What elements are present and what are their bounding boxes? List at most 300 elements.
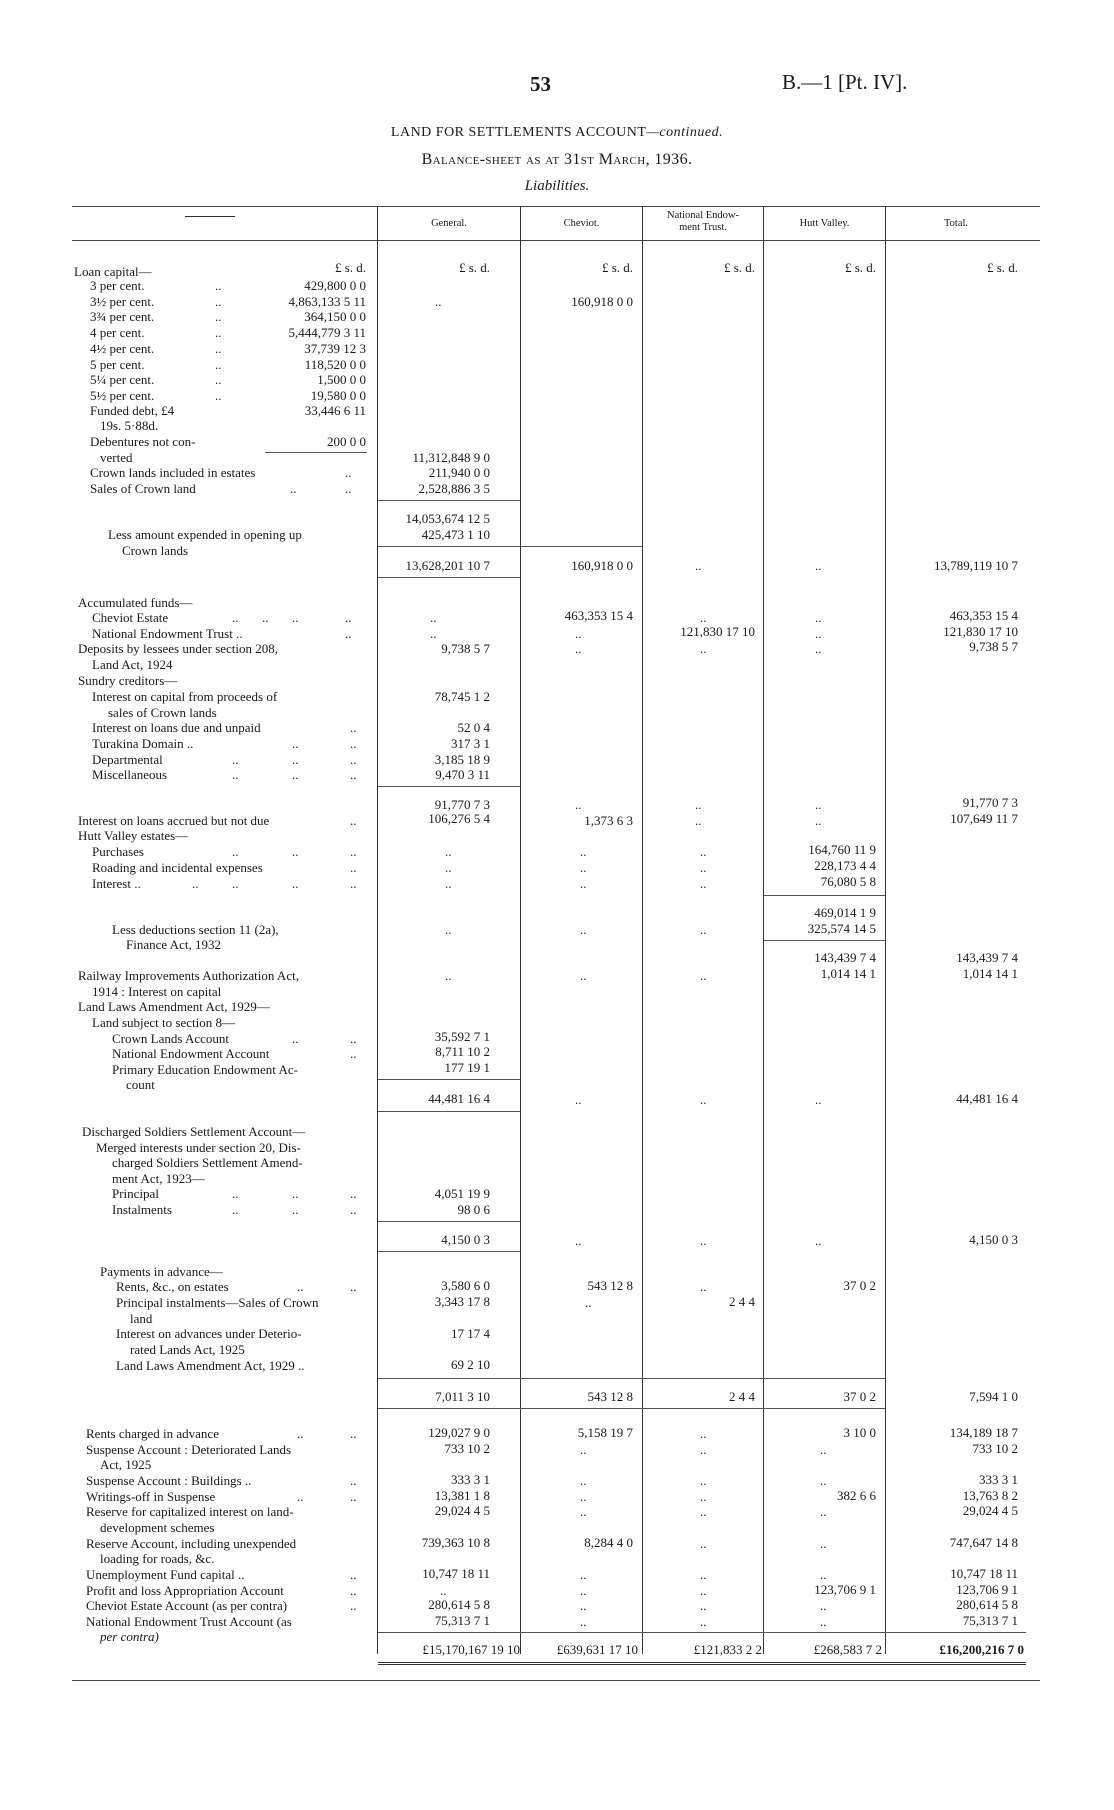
row-leader: .. [292,876,299,891]
row-label: Crown lands [122,543,189,558]
amount: 107,649 11 7 [950,811,1018,826]
row-label: Cheviot Estate Account (as per contra) [86,1598,288,1613]
row-leader: .. [350,1031,357,1046]
amount: 4,150 0 3 [969,1232,1018,1247]
row-leader: .. [350,1598,357,1613]
empty-marker: .. [580,922,587,937]
grand-total-hutt: £268,583 7 2 [813,1642,882,1657]
amount: 4,863,133 5 11 [288,294,366,309]
empty-marker: .. [815,1233,822,1248]
row-label: development schemes [100,1520,215,1535]
row-label: Turakina Domain .. [92,736,194,751]
amount: 35,592 7 1 [434,1029,490,1044]
empty-marker: .. [575,626,582,641]
row-label: Railway Improvements Authorization Act, [78,968,299,983]
amount: 19,580 0 0 [310,388,366,403]
row-leader: .. [350,876,357,891]
row-label: 1914 : Interest on capital [92,984,222,999]
row-label: Unemployment Fund capital .. [86,1567,245,1582]
column-header-national: National Endow- ment Trust. [666,210,740,233]
empty-marker: .. [700,1233,707,1248]
footer-rule [72,1680,1040,1681]
amount: 106,276 5 4 [428,811,490,826]
amount: 10,747 18 11 [950,1566,1018,1581]
row-label: Departmental [92,752,163,767]
unit-label: £ s. d. [458,260,490,275]
row-leader: .. [232,844,239,859]
row-label: Hutt Valley estates— [78,828,189,843]
row-label: per contra) [100,1629,159,1644]
row-label: verted [100,450,133,465]
row-label: Roading and incidental expenses [92,860,263,875]
empty-marker: .. [700,610,707,625]
amount: 98 0 6 [457,1202,490,1217]
row-leader: .. [350,752,357,767]
row-label: Crown lands included in estates [90,465,256,480]
empty-marker: .. [700,1092,707,1107]
row-leader: .. [350,1186,357,1201]
amount: 13,763 8 2 [962,1488,1018,1503]
amount: 9,470 3 11 [435,767,490,782]
empty-marker: .. [820,1504,827,1519]
row-label: loading for roads, &c. [100,1551,215,1566]
subtotal-rule [378,1079,520,1080]
row-label: Land Laws Amendment Act, 1929— [78,999,270,1014]
row-label: Reserve Account, including unexpended [86,1536,297,1551]
column-rule [377,206,378,1654]
empty-marker: .. [700,1583,707,1598]
row-label: Interest on loans due and unpaid [92,720,261,735]
row-leader: .. [215,388,222,403]
amount: 69 2 10 [451,1357,490,1372]
row-leader: .. [232,1202,239,1217]
empty-marker: .. [700,1504,707,1519]
subtotal-rule [764,940,885,941]
row-leader: .. [262,610,269,625]
row-leader: .. [215,341,222,356]
empty-marker: .. [580,1504,587,1519]
column-rule [885,206,886,1654]
subtotal-rule [378,546,520,547]
row-label: 3½ per cent. [90,294,155,309]
amount: 76,080 5 8 [820,874,876,889]
document-reference: B.—1 [Pt. IV]. [782,70,908,94]
empty-marker: .. [580,1598,587,1613]
row-label: Principal [112,1186,159,1201]
amount: 29,024 4 5 [434,1503,490,1518]
balance-sheet-title: Balance-sheet as at 31st March, 1936. [421,151,693,168]
column-rule [520,206,521,1654]
row-label: 3¾ per cent. [90,309,155,324]
row-leader: .. [292,844,299,859]
row-label: 19s. 5·88d. [100,418,159,433]
amount: 280,614 5 8 [428,1597,490,1612]
subtotal-rule [378,786,520,787]
empty-marker: .. [580,1614,587,1629]
row-leader: .. [345,626,352,641]
row-label: Land Act, 1924 [92,657,173,672]
row-label: Payments in advance— [100,1264,223,1279]
row-leader: .. [350,1426,357,1441]
row-label: Sundry creditors— [78,673,178,688]
row-label: Reserve for capitalized interest on land- [86,1504,294,1519]
empty-marker: .. [580,1473,587,1488]
subtotal-rule [378,577,520,578]
empty-marker: .. [700,641,707,656]
amount: 121,830 17 10 [943,624,1018,639]
empty-marker: .. [445,968,452,983]
row-leader: .. [345,481,352,496]
subtotal-rule [764,895,885,896]
row-label: land [130,1311,153,1326]
row-leader: .. [350,844,357,859]
empty-marker: .. [700,876,707,891]
row-leader: .. [350,767,357,782]
amount: 333 3 1 [979,1472,1018,1487]
amount: 13,628,201 10 7 [405,558,490,573]
row-leader: .. [350,1046,357,1061]
subtotal-rule [378,1251,520,1252]
amount: 1,500 0 0 [317,372,366,387]
row-label: Less deductions section 11 (2a), [112,922,279,937]
amount: 160,918 0 0 [571,294,633,309]
amount: 325,574 14 5 [807,921,876,936]
amount: 228,173 4 4 [814,858,876,873]
row-leader: .. [350,1567,357,1582]
amount: 8,284 4 0 [584,1535,633,1550]
amount: 9,738 5 7 [969,639,1018,654]
grand-total: £16,200,216 7 0 [939,1642,1024,1657]
row-leader: .. [292,610,299,625]
amount: 52 0 4 [457,720,490,735]
row-leader: .. [350,1489,357,1504]
empty-marker: .. [815,641,822,656]
row-label: Cheviot Estate [92,610,169,625]
amount: 364,150 0 0 [304,309,366,324]
row-leader: .. [215,372,222,387]
row-label: rated Lands Act, 1925 [130,1342,245,1357]
amount: 143,439 7 4 [956,950,1018,965]
row-leader: .. [345,465,352,480]
amount: 317 3 1 [451,736,490,751]
empty-marker: .. [815,558,822,573]
row-label: Profit and loss Appropriation Account [86,1583,284,1598]
row-leader: .. [350,736,357,751]
row-leader: .. [350,860,357,875]
empty-marker: .. [445,844,452,859]
row-label: Principal instalments—Sales of Crown [116,1295,319,1310]
row-label: count [126,1077,155,1092]
row-label: Rents, &c., on estates [116,1279,229,1294]
row-label: ment Act, 1923— [112,1171,205,1186]
amount: 44,481 16 4 [956,1091,1018,1106]
empty-marker: .. [700,1426,707,1441]
row-label: Debentures not con- [90,434,196,449]
subtotal-rule [521,546,642,547]
row-leader: .. [292,752,299,767]
row-label: National Endowment Trust Account (as [86,1614,292,1629]
row-leader: .. [215,278,222,293]
amount: 123,706 9 1 [814,1582,876,1597]
column-header-total: Total. [943,218,969,229]
row-label: Suspense Account : Deteriorated Lands [86,1442,292,1457]
page-number: 53 [530,72,551,96]
amount: 5,158 19 7 [577,1425,633,1440]
amount: 4,051 19 9 [434,1186,490,1201]
amount: 129,027 9 0 [428,1425,490,1440]
amount: 2 4 4 [729,1294,755,1309]
unit-label: £ s. d. [334,260,366,275]
empty-marker: .. [575,1092,582,1107]
empty-marker: .. [445,922,452,937]
account-title: LAND FOR SETTLEMENTS ACCOUNT—continued. [390,125,724,140]
row-label: sales of Crown lands [108,705,217,720]
row-leader: .. [350,1279,357,1294]
row-label: Finance Act, 1932 [126,937,221,952]
empty-marker: .. [700,1567,707,1582]
row-label: Interest on advances under Deterio- [116,1326,302,1341]
amount: 733 10 2 [444,1441,490,1456]
row-label: Merged interests under section 20, Dis- [96,1140,301,1155]
amount: 4,150 0 3 [441,1232,490,1247]
row-label: National Endowment Trust .. [92,626,243,641]
row-label: Land subject to section 8— [92,1015,235,1030]
amount: 13,381 1 8 [434,1488,490,1503]
row-leader: .. [292,736,299,751]
empty-marker: .. [700,968,707,983]
empty-marker: .. [695,558,702,573]
empty-marker: .. [820,1567,827,1582]
amount: 14,053,674 12 5 [405,511,490,526]
amount: 425,473 1 10 [421,527,490,542]
row-leader: .. [232,876,239,891]
row-label: Act, 1925 [100,1457,152,1472]
row-label: Suspense Account : Buildings .. [86,1473,252,1488]
empty-marker: .. [815,797,822,812]
row-leader: .. [297,1426,304,1441]
amount: 160,918 0 0 [571,558,633,573]
grand-total-double-rule [378,1662,1026,1665]
row-label: Writings-off in Suspense [86,1489,216,1504]
amount: 37 0 2 [843,1389,876,1404]
column-rule [763,206,764,1654]
empty-marker: .. [575,1233,582,1248]
amount: 3,580 6 0 [441,1278,490,1293]
empty-marker: .. [820,1442,827,1457]
row-label: Primary Education Endowment Ac- [112,1062,298,1077]
row-label: Discharged Soldiers Settlement Account— [82,1124,306,1139]
empty-marker: .. [440,1583,447,1598]
amount: 747,647 14 8 [949,1535,1018,1550]
amount: 469,014 1 9 [814,905,876,920]
empty-marker: .. [700,1489,707,1504]
empty-marker: .. [580,968,587,983]
row-leader: .. [215,325,222,340]
amount: 44,481 16 4 [428,1091,490,1106]
amount: 13,789,119 10 7 [933,558,1018,573]
empty-marker: .. [815,610,822,625]
row-label: 5½ per cent. [90,388,155,403]
row-label: Interest on loans accrued but not due [78,813,270,828]
row-leader: .. [232,752,239,767]
row-label: Accumulated funds— [78,595,193,610]
row-label: Sales of Crown land [90,481,196,496]
row-leader: .. [297,1489,304,1504]
empty-marker: .. [700,860,707,875]
row-label: Interest on capital from proceeds of [92,689,278,704]
amount: 211,940 0 0 [428,465,490,480]
amount: 1,373 6 3 [584,813,633,828]
amount: 9,738 5 7 [441,641,490,656]
amount: 463,353 15 4 [564,608,633,623]
amount: 382 6 6 [837,1488,876,1503]
column-header-cheviot: Cheviot. [563,218,600,229]
empty-marker: .. [575,641,582,656]
header-bottom-rule [72,240,1040,241]
amount: 429,800 0 0 [304,278,366,293]
amount: 164,760 11 9 [808,842,876,857]
row-leader: .. [292,1031,299,1046]
amount: 739,363 10 8 [421,1535,490,1550]
header-top-rule [72,206,1040,207]
unit-label: £ s. d. [844,260,876,275]
amount: 91,770 7 3 [962,795,1018,810]
amount: 123,706 9 1 [956,1582,1018,1597]
row-leader: .. [215,357,222,372]
amount: 280,614 5 8 [956,1597,1018,1612]
grand-total-general: £15,170,167 19 10 [422,1642,520,1657]
row-label: Funded debt, £4 [90,403,175,418]
empty-marker: .. [700,1598,707,1613]
amount: 543 12 8 [587,1278,633,1293]
amount: 3,343 17 8 [434,1294,490,1309]
empty-marker: .. [815,626,822,641]
empty-marker: .. [445,876,452,891]
row-leader: .. [350,1473,357,1488]
subtotal-rule [378,1408,885,1409]
amount: 3 10 0 [843,1425,876,1440]
row-leader: .. [215,309,222,324]
row-leader: .. [232,1186,239,1201]
section-title: Liabilities. [524,178,590,194]
empty-marker: .. [820,1473,827,1488]
subtotal-rule [378,1111,520,1112]
amount: 29,024 4 5 [962,1503,1018,1518]
empty-marker: .. [700,1536,707,1551]
row-leader: .. [350,720,357,735]
subtotal-rule [265,452,367,453]
column-rule [642,206,643,1654]
empty-marker: .. [445,860,452,875]
row-label: Loan capital— [74,264,152,279]
row-leader: .. [192,876,199,891]
header-dash [185,216,235,217]
amount: 37 0 2 [843,1278,876,1293]
amount: 75,313 7 1 [962,1613,1018,1628]
empty-marker: .. [580,1567,587,1582]
amount: 75,313 7 1 [434,1613,490,1628]
amount: 200 0 0 [327,434,366,449]
amount: 463,353 15 4 [949,608,1018,623]
row-label: Miscellaneous [92,767,168,782]
row-label: National Endowment Account [112,1046,270,1061]
amount: 33,446 6 11 [304,403,366,418]
empty-marker: .. [815,813,822,828]
amount: 2 4 4 [729,1389,755,1404]
empty-marker: .. [430,626,437,641]
row-leader: .. [297,1279,304,1294]
empty-marker: .. [580,876,587,891]
row-label: Rents charged in advance [86,1426,219,1441]
amount: 8,711 10 2 [435,1044,490,1059]
column-header-general: General. [431,218,467,229]
row-label: charged Soldiers Settlement Amend- [112,1155,303,1170]
row-label: 4½ per cent. [90,341,155,356]
amount: 143,439 7 4 [814,950,876,965]
amount: 3,185 18 9 [434,752,490,767]
empty-marker: .. [575,797,582,812]
empty-marker: .. [700,1442,707,1457]
subtotal-rule [378,1221,520,1222]
empty-marker: .. [700,922,707,937]
row-label: 5 per cent. [90,357,145,372]
amount: 5,444,779 3 11 [288,325,366,340]
empty-marker: .. [435,294,442,309]
row-label: Crown Lands Account [112,1031,229,1046]
row-leader: .. [292,767,299,782]
row-label: 4 per cent. [90,325,145,340]
empty-marker: .. [580,1583,587,1598]
amount: 78,745 1 2 [434,689,490,704]
row-leader: .. [350,1202,357,1217]
empty-marker: .. [815,1092,822,1107]
subtotal-rule [378,1378,885,1379]
amount: 1,014 14 1 [820,966,876,981]
empty-marker: .. [695,797,702,812]
grand-total-national: £121,833 2 2 [693,1642,762,1657]
empty-marker: .. [580,1442,587,1457]
unit-label: £ s. d. [986,260,1018,275]
empty-marker: .. [700,844,707,859]
amount: 333 3 1 [451,1472,490,1487]
amount: 1,014 14 1 [962,966,1018,981]
empty-marker: .. [430,610,437,625]
row-label: Instalments [112,1202,172,1217]
row-label: Interest .. [92,876,141,891]
row-label: 5¼ per cent. [90,372,155,387]
amount: 7,011 3 10 [435,1389,490,1404]
amount: 121,830 17 10 [680,624,755,639]
unit-label: £ s. d. [723,260,755,275]
amount: 91,770 7 3 [434,797,490,812]
amount: 177 19 1 [444,1060,490,1075]
empty-marker: .. [700,1473,707,1488]
row-leader: .. [350,1583,357,1598]
amount: 11,312,848 9 0 [412,450,490,465]
column-header-hutt: Hutt Valley. [799,218,850,229]
row-label: Deposits by lessees under section 208, [78,641,279,656]
row-label: Purchases [92,844,144,859]
empty-marker: .. [700,1614,707,1629]
empty-marker: .. [580,1489,587,1504]
amount: 17 17 4 [451,1326,490,1341]
empty-marker: .. [585,1295,592,1310]
empty-marker: .. [820,1614,827,1629]
row-leader: .. [232,767,239,782]
empty-marker: .. [820,1536,827,1551]
row-label: Less amount expended in opening up [108,527,302,542]
amount: 543 12 8 [587,1389,633,1404]
